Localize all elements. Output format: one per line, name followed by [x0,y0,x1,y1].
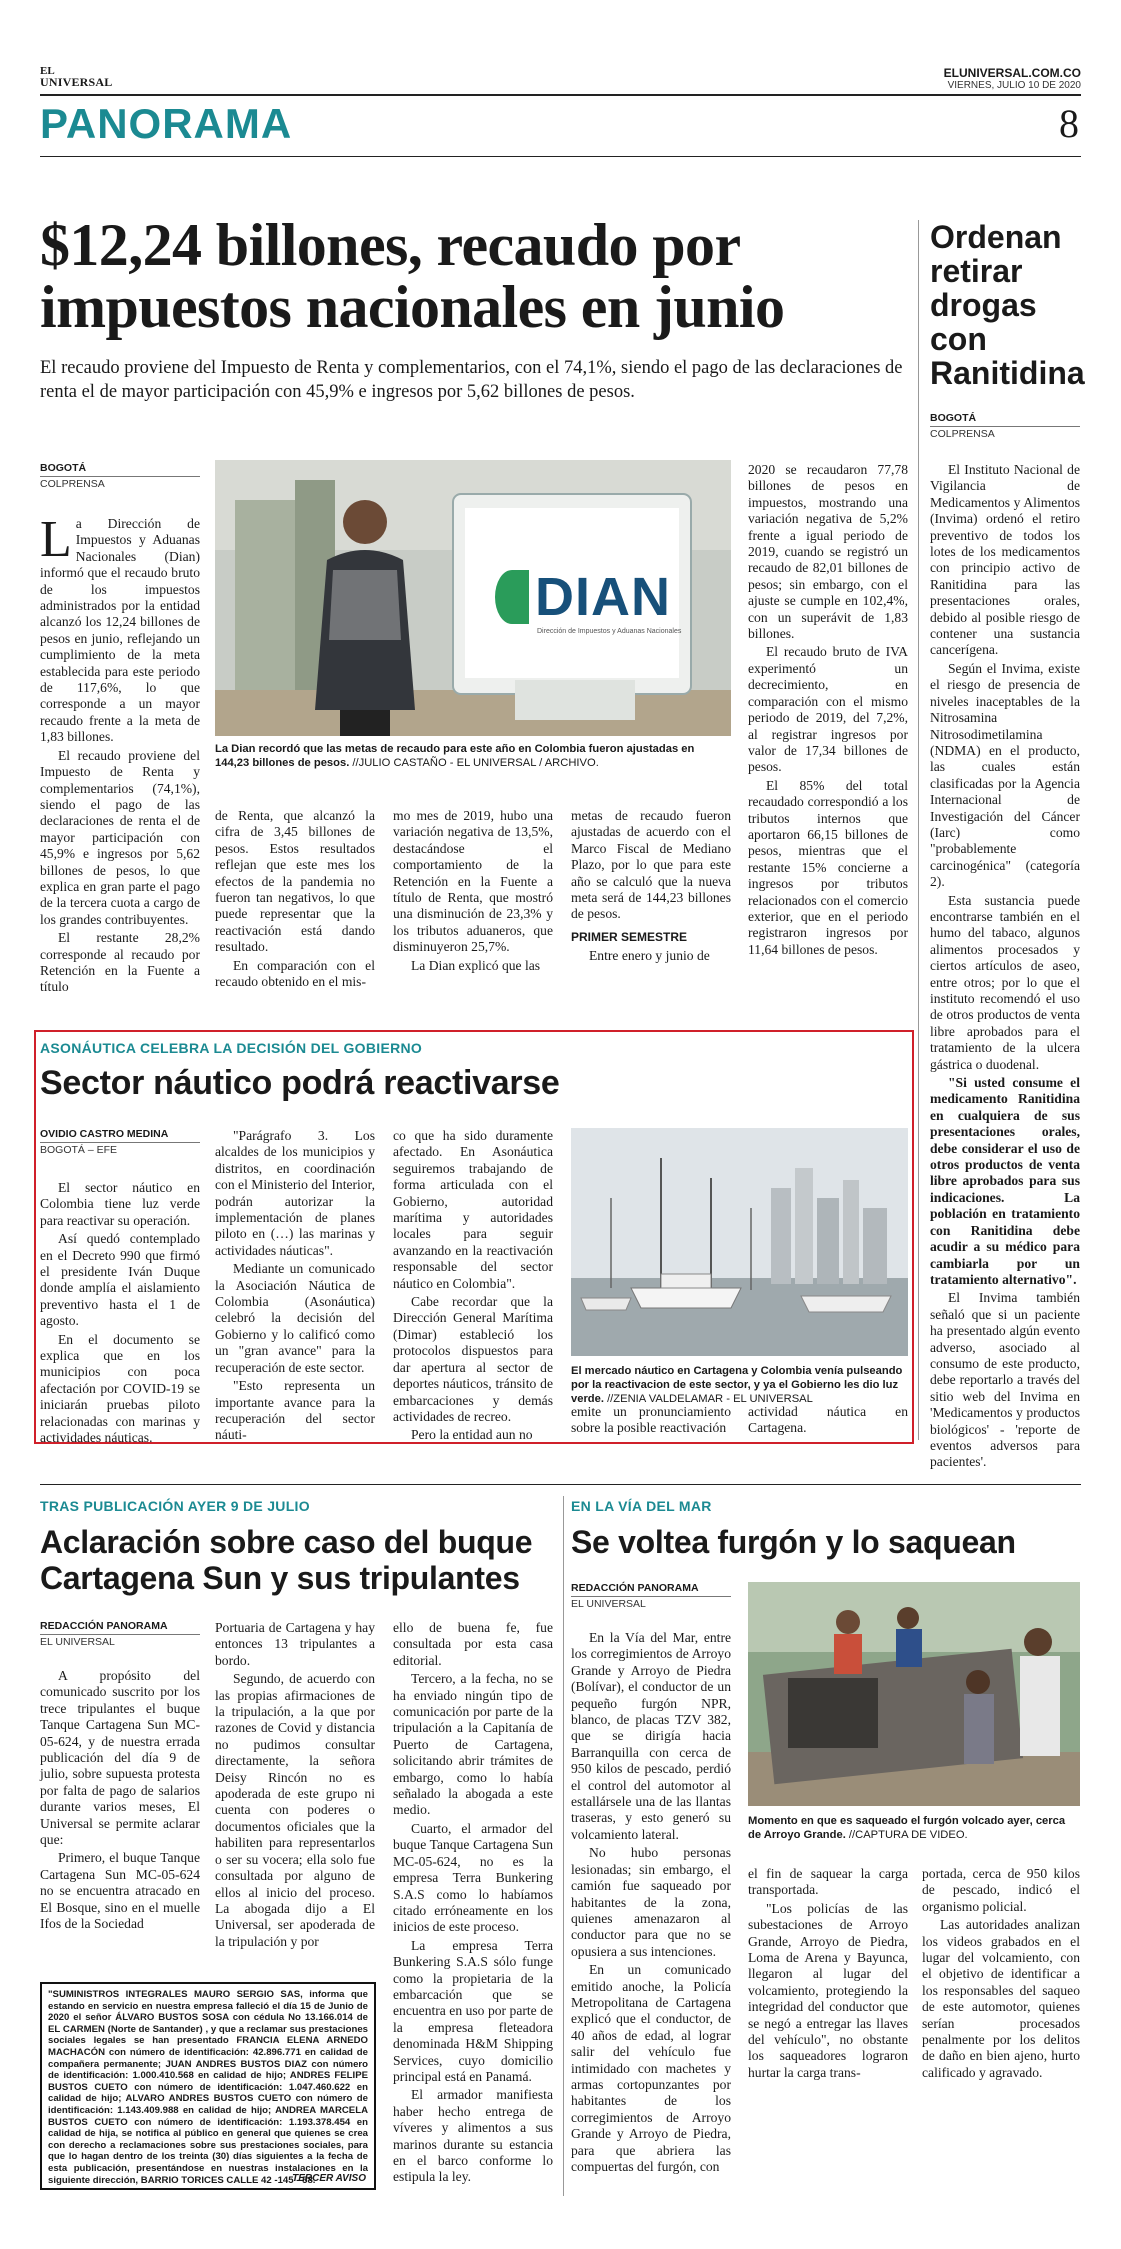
byline-place: BOGOTÁ [40,462,87,474]
sidebar-para2: Según el Invima, existe el riesgo de presencia de niveles inaceptables de la Nitrosamina Nitrosodimetilamina (NDMA) en el producto, las cuales están clasificadas por la Agencia Internacional de Investigación del Cáncer (Iarc) como "probablemente carcinogénica" (categoría 2). [930,660,1080,890]
lead-col1-para1: La Dirección de Impuestos y Aduanas Nacionales (Dian) informó que el recaudo bruto de los impuestos administrados por la entidad alcanzó los 12,24 billones de pesos en junio, reflejando un cumplimiento de la meta establecida para este periodo de 117,6%, lo que corresponde a un mayor recaudo frente a la meta de 1,83 billones. [40,511,200,745]
furgon-byline-org: EL UNIVERSAL [571,1596,731,1610]
nautico-col5-para1: actividad náutica en Cartagena. [748,1404,908,1436]
dian-logo-mark [495,570,529,624]
lead-col2-para1: de Renta, que alcanzó la cifra de 3,45 billones de pesos. Estos resultados reflejan que este mes los efectos de la pandemia no fueron tan negativos, lo que puede representar que la reactivación está dando resultado. [215,808,375,955]
dian-logo-sub: Dirección de Impuestos y Aduanas Nacionales [537,628,682,635]
sidebar-headline: Ordenan retirar drogas con Ranitidina [930,219,1085,391]
sidebar-para5: El Invima también señaló que si un paciente ha presentado algún evento adverso, asociado al consumo de este producto, debe reportarlo a través del sitio web del Invima en 'Medicamentos y productos biológicos' - 'reporte de eventos adversos para pacientes'. [930,1290,1080,1470]
furgon-rule [563,1496,564,2196]
nautico-col1-para1: El sector náutico en Colombia tiene luz verde para reactivar su operación. [40,1180,200,1228]
furgon-col1-para1: En la Vía del Mar, entre los corregimientos de Arroyo Grande y Arroyo de Piedra (Bolívar), el conductor de un pequeño furgón NPR, blanco, de placas TZV 382, que se dirigía hacia Barranquilla con cerca de 950 kilos de pescado, perdió el control del automotor al estallársele una de las llantas traseras, y esto generó su volcamiento lateral. [571,1630,731,1842]
logo-line2: UNIVERSAL [40,75,113,89]
lead-col2-para2: En comparación con el recaudo obtenido en el mis- [215,957,375,990]
buque-col-2 [215,1620,375,1952]
nautico-col3-para1: co que ha sido duramente afectado. En Asonáutica seguiremos trabajando de forma articulada con el Gobierno, autoridad marítima y autoridades locales para seguir avanzando en la reactivación responsable del sector náutico en Colombia". [393,1128,553,1291]
nautico-col-4 [571,1404,731,1439]
nautico-col-5 [748,1404,908,1439]
sidebar-para3: Esta sustancia puede encontrarse también en el humo del tabaco, algunos alimentos procesados y ciertos artículos de aseo, entre otros; por lo que el instituto recomendó el uso de otros productos de venta libre aprobados para el tratamiento de la ulcera gástrica o duodenal. [930,892,1080,1072]
dian-logo-text: DIAN [535,567,671,627]
lead-col-4 [571,808,731,967]
furgon-col-2 [748,1866,908,2083]
sidebar-para4: "Si usted consume el medicamento Ranitidina en cualquiera de sus presentaciones orales, debe considerar el uso de otros productos de venta libre aprobados para sus indicaciones. La población en tratamiento con Ranitidina debe acudir a su médico para cambiarla por un tratamiento alternativo". [930,1075,1080,1287]
logo [40,66,112,88]
marina-photo-caption [571,1364,908,1406]
furgon-photo [748,1582,1080,1806]
logo-line1: EL [40,65,55,77]
buque-col1-para2: Primero, el buque Tanque Cartagena Sun MC-05-624 no se encuentra atracado en El Bosque, sino en el muelle Ifos de la Sociedad [40,1850,200,1932]
lead-col5-para2: El recaudo bruto de IVA experimentó un decrecimiento, en comparación con el mismo periodo de 2019, del 7,2%, al registrar ingresos por valor de 17,34 billones de pesos. [748,644,908,775]
furgon-col3-para2: Las autoridades analizan los videos grabados en el lugar del volcamiento, con el objetivo de identificar a los responsables del saqueo de este automotor, quienes serían procesados penalmente por los delitos de daño en bien ajeno, hurto calificado y agravado. [922,1917,1080,2080]
lead-col4-para2: Entre enero y junio de [589,948,710,964]
furgon-caption-text: Momento en que es saqueado el furgón volcado ayer, cerca de Arroyo Grande. [748,1815,1066,1841]
nautico-col-2 [215,1128,375,1446]
lead-col1-para3: El restante 28,2% corresponde al recaudo por Retención en la Fuente a título [40,930,200,995]
buque-col3-para4: La empresa Terra Bunkering S.A.S sólo funge como la propietaria de la embarcación que se encuentra en uso por parte de la empresa fleteadora denominada H&M Shipping Services, cuyo domicilio principal está en Panamá. [393,1937,553,2084]
sidebar-rule [918,220,919,1440]
furgon-col1-para2: No hubo personas lesionadas; sin embargo, el camión fue saqueado por habitantes de la zona, quienes amenazaron al conductor para que no se opusiera a sus intenciones. [571,1845,731,1959]
nautico-kicker: ASONÁUTICA CELEBRA LA DECISIÓN DEL GOBIERNO [40,1040,423,1056]
lead-col1-para2: El recaudo proviene del Impuesto de Renta y complementarios (74,1%), siendo el pago de las declaraciones de renta el de mayor participación con 45,9% e ingresos por 5,62 billones de pesos, lo que explica en gran parte el pago de la tercera cuota a cargo de los grandes contribuyentes. [40,747,200,927]
section-rule [40,156,1081,157]
section-title: PANORAMA [40,100,293,147]
lead-col-3 [393,808,553,976]
nautico-col4-para1: emite un pronunciamiento sobre la posible reactivación [571,1404,731,1436]
byline-org: COLPRENSA [40,476,200,490]
masthead-rule [40,94,1081,96]
nautico-col3-para2: Cabe recordar que la Dirección General Marítima (Dimar) estableció los protocolos dispuestos para dar apertura al sector de deportes náuticos, tránsito de embarcaciones y demás actividades de recreo. [393,1294,553,1424]
furgon-byline-name: REDACCIÓN PANORAMA [571,1582,699,1594]
nautico-byline [40,1128,200,1156]
buque-col1-para1: A propósito del comunicado suscrito por los trece tripulantes el buque Tanque Cartagena Sun MC-05-624, y de nuestra errada publicación del día 9 de julio, sobre supuesta protesta por falta de pago de salarios durante varios meses, El Universal se permite aclarar que: [40,1668,200,1848]
caption-credit: //JULIO CASTAÑO - EL UNIVERSAL / ARCHIVO. [349,757,599,769]
buque-kicker: TRAS PUBLICACIÓN AYER 9 DE JULIO [40,1498,310,1514]
lead-col-1 [40,511,200,998]
nautico-col3-para3: Pero la entidad aun no [411,1427,533,1443]
nautico-col-1 [40,1180,200,1449]
nautico-col1-para3: En el documento se explica que en los municipios con poca afectación por COVID-19 se iniciarán pruebas piloto relacionadas con marinas y actividades náuticas. [40,1331,200,1446]
buque-col2-para2: Segundo, de acuerdo con las propias afirmaciones de la tripulación, a la que por razones de Covid y distancia no pudimos consultar directamente, la señora Deisy Rincón no es apoderada de este grupo ni cuenta con poderes o documentos oficiales que la habiliten para representarlos o ser su vocera; ella solo fue consultada por alguno de ellos al inicio del proceso. La abogada dijo a El Universal, ser apoderada de la tripulación y por [215,1671,375,1949]
nautico-col2-para3: "Esto representa un importante avance para la recuperación del sector náuti- [215,1378,375,1443]
furgon-kicker: EN LA VÍA DEL MAR [571,1498,712,1514]
sidebar-body [930,462,1080,1473]
buque-col-1 [40,1668,200,1935]
furgon-col2-para1: el fin de saquear la carga transportada. [748,1866,908,1898]
lead-col4-para1: metas de recaudo fueron ajustadas de acuerdo con el Marco Fiscal de Mediano Plazo, por lo que para este año se calculó que la nueva meta será de 144,23 billones de pesos. [571,808,731,922]
buque-col-3 [393,1620,553,2188]
lead-col-2 [215,808,375,992]
sidebar-para1: El Instituto Nacional de Vigilancia de Medicamentos y Alimentos (Invima) ordenó el retiro preventivo de todos los lotes de los medicamentos con principio activo de Ranitidina para las presentaciones orales, debido al posible riesgo de contener una sustancia cancerígena. [930,462,1080,658]
nautico-headline: Sector náutico podrá reactivarse [40,1064,560,1102]
furgon-headline: Se voltea furgón y lo saquean [571,1524,1016,1560]
page-number: 8 [1059,101,1079,146]
buque-headline: Aclaración sobre caso del buque Cartagena Sun y sus tripulantes [40,1524,533,1596]
furgon-col1-para3: En un comunicado emitido anoche, la Policía Metropolitana de Cartagena explicó que el conductor, de 40 años de edad, al lograr salir del vehículo fue intimidado con machetes y armas cortopunzantes por habitantes de los corregimientos de Arroyo Grande y Arroyo de Piedra, para que abriera las compuertas del furgón, con [571,1962,731,2174]
buque-col3-para5: El armador manifiesta haber hecho entrega de víveres y alimentos a sus marinos durante su estancia en el barco conforme lo estipula la ley. [393,2087,553,2185]
issue-date: VIERNES, JULIO 10 DE 2020 [947,80,1081,91]
furgon-col3-para1: portada, cerca de 950 kilos de pescado, indicó el organismo policial. [922,1866,1080,1914]
lead-col3-para1: mo mes de 2019, hubo una variación negativa de 13,5%, destacándose el comportamiento de la Retención en la Fuente a título de Renta, que mostró una disminución de 23,3% y los tributos aduaneros, que disminuyeron 25,7%. [393,808,553,955]
furgon-col-3 [922,1866,1080,2083]
bottom-rule [40,1484,1081,1485]
lead-subhead: PRIMER SEMESTRE [571,929,688,944]
buque-byline-org: EL UNIVERSAL [40,1634,200,1648]
legal-notice [40,1982,376,2190]
marina-photo [571,1128,908,1356]
furgon-caption-credit: //CAPTURA DE VIDEO. [845,1829,968,1841]
lead-col5-para1: 2020 se recaudaron 77,78 billones de pesos en impuestos, mostrando una variación negativa de 5,2% frente a igual periodo de 2019, cuando se registró un recaudo de 82,01 billones de pesos; sin embargo, con el ajuste se cumple en 102,4%, con un superávit de 1,83 billones. [748,462,908,642]
lead-col-5 [748,462,908,960]
sidebar-byline-org: COLPRENSA [930,426,1080,440]
site-url: ELUNIVERSAL.COM.CO [943,66,1081,80]
lead-deck: El recaudo proviene del Impuesto de Renta y complementarios, con el 74,1%, siendo el pago de las declaraciones de renta el de mayor participación con 45,9% e ingresos por 5,62 billones de pesos. [40,358,903,402]
buque-col3-para1: ello de buena fe, fue consultada por esta casa editorial. [393,1620,553,1668]
nautico-col2-para1: "Parágrafo 3. Los alcaldes de los municipios y distritos, en coordinación con el Ministerio del Interior, podrán autorizar la implementación de planes piloto en (…) las marinas y actividades náuticas". [215,1128,375,1258]
buque-col3-para3: Cuarto, el armador del buque Tanque Cartagena Sun MC-05-624, no es la empresa Terra Bunkering S.A.S como lo habíamos citado erróneamente en los inicios de este proceso. [393,1820,553,1935]
caption-text: La Dian recordó que las metas de recaudo para este año en Colombia fueron ajustadas en 144,23 billones de pesos. [215,743,695,769]
furgon-byline [571,1582,731,1610]
buque-col3-para2: Tercero, a la fecha, no se ha enviado ningún tipo de comunicación por parte de la tripulación a la Capitanía de Puerto de Cartagena, solicitando abrir trámites de embargo, como lo había señalado la abogada a este medio. [393,1671,553,1818]
sidebar-byline-place: BOGOTÁ [930,412,977,424]
notice-text: "SUMINISTROS INTEGRALES MAURO SERGIO SAS, informa que estando en servicio en nuestra empresa falleció el día 15 de Junio de 2020 el señor ÁLVARO BUSTOS SOSA con cédula No 13.166.014 de EL CARMEN (Norte de Santander) , y que a reclamar sus prestaciones sociales legales se han presentado FRANCIA ELENA ARNEDO MACHACÓN con número de identificación: 42.896.771 en calidad de compañera permanente; JUAN ANDRES BUSTOS DIAZ con número de identificación: 1.000.410.568 en calidad de hijo; ANDRES FELIPE BUSTOS CUETO con número de identificación: 1.047.460.622 en calidad de hijo; ALVARO ANDRES BUSTOS CUETO con número de identificación: 1.143.409.988 en calidad de hijo; ANDREA MARCELA BUSTOS CUETO con número de identificación: 1.193.378.454 en calidad de hija, se notifica al público en general que quienes se crea con derecho a reclamaciones sobre sus prestaciones sociales, para que lo hagan dentro de los treinta (30) días siguientes a la fecha de esta publicación, presentándose en nuestras instalaciones en la siguiente dirección, BARRIO TORICES CALLE 42 -145 - 58. [48,1989,368,2186]
buque-byline-name: REDACCIÓN PANORAMA [40,1620,168,1632]
marina-caption-text: El mercado náutico en Cartagena y Colombia venía pulseando por la reactivacion de este sector, y ya el Gobierno les dio luz verde. [571,1365,903,1405]
nautico-col1-para2: Así quedó contemplado en el Decreto 990 que firmó el presidente Iván Duque donde amplía el aislamiento preventivo hasta el 1 de agosto. [40,1231,200,1329]
nautico-byline-name: OVIDIO CASTRO MEDINA [40,1128,169,1140]
dian-photo-caption [215,742,731,770]
furgon-col2-para2: "Los policías de las subestaciones de Arroyo Grande, Arroyo de Piedra, Loma de Arena y Bayunca, llegaron al lugar del volcamiento, protegiendo la integridad del conductor que se negó a entregar las llaves del vehículo", no obstante los saqueadores lograron hurtar la carga trans- [748,1900,908,2080]
buque-col2-para1: Portuaria de Cartagena y hay entonces 13 tripulantes a bordo. [215,1620,375,1668]
furgon-col-1 [571,1630,731,2177]
drop-cap: L [40,511,72,568]
nautico-byline-org: BOGOTÁ – EFE [40,1142,200,1156]
dian-photo [215,460,731,736]
buque-byline [40,1620,200,1648]
nautico-col-3 [393,1128,553,1446]
notice-tag: TERCER AVISO [292,2173,366,2184]
lead-byline [40,462,200,490]
furgon-photo-caption [748,1814,1080,1842]
lead-col3-para2: La Dian explicó que las [411,957,541,973]
nautico-col2-para2: Mediante un comunicado la Asociación Náutica de Colombia (Asonáutica) celebró la decisión del Gobierno y lo calificó como un "gran avance" para la recuperación de este sector. [215,1261,375,1375]
lead-col5-para3: El 85% del total recaudado correspondió a los tributos internos que aportaron 66,15 billones de pesos, mientras que el restante 15% concierne a ingresos por tributos relacionados con el comercio exterior, que en el periodo registraron ingresos por 11,64 billones de pesos. [748,777,908,957]
marina-caption-credit: //ZENIA VALDELAMAR - EL UNIVERSAL [603,1393,813,1405]
sidebar-byline [930,412,1080,440]
lead-headline: $12,24 billones, recaudo por impuestos nacionales en junio [40,212,785,340]
